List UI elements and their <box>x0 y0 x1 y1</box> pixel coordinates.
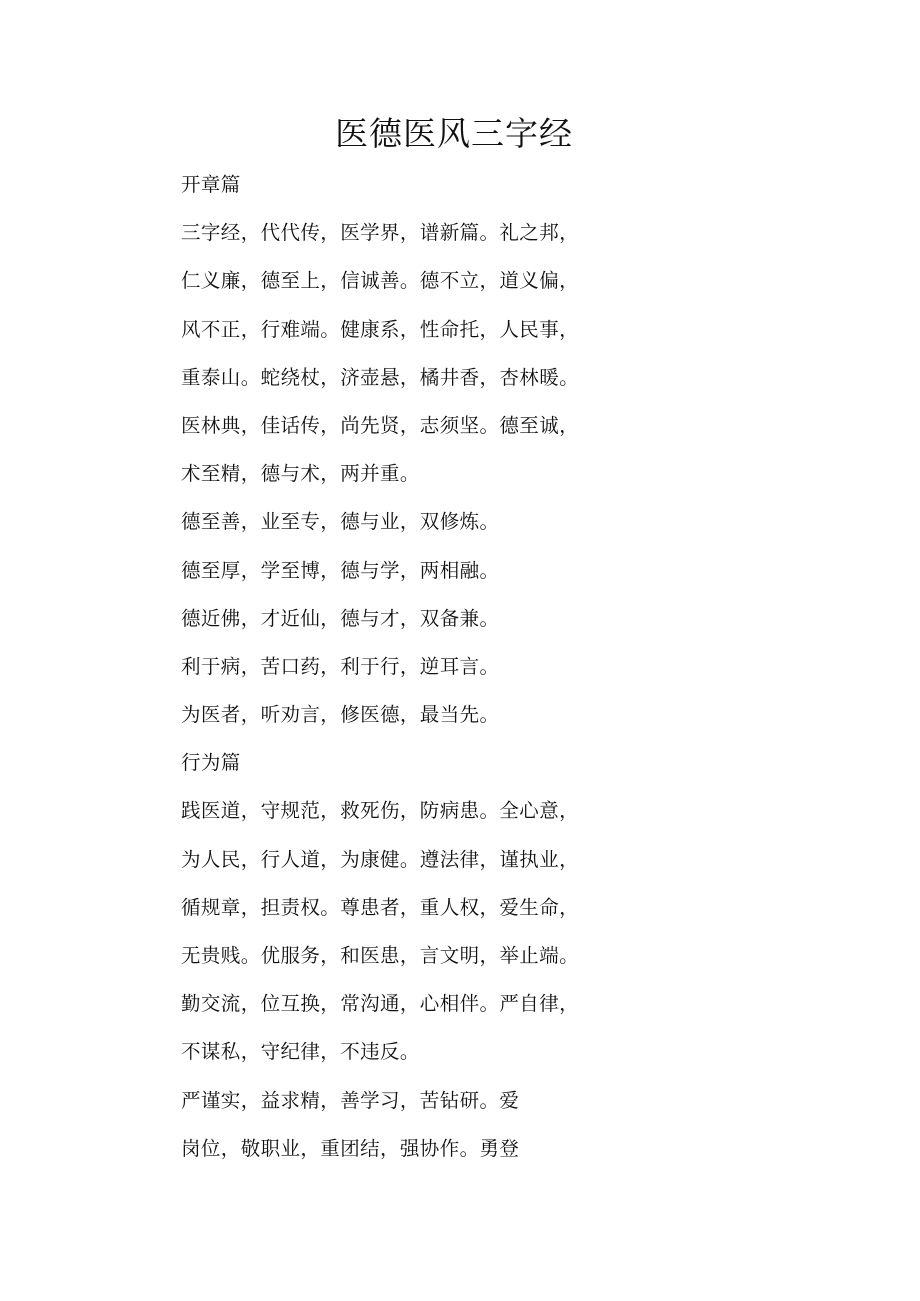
text-line: 仁义廉，德至上，信诚善。德不立，道义偏， <box>181 269 580 293</box>
text-line: 风不正，行难端。健康系，性命托，人民事， <box>181 317 580 341</box>
text-line: 三字经，代代传，医学界，谱新篇。礼之邦， <box>181 221 580 245</box>
text-line: 无贵贱。优服务，和医患，言文明，举止端。 <box>181 944 580 967</box>
page-title: 医德医风三字经 <box>335 114 573 153</box>
text-line: 医林典，佳话传，尚先贤，志须坚。德至诚， <box>181 413 580 437</box>
text-line: 利于病，苦口药，利于行，逆耳言。 <box>181 654 500 678</box>
text-line: 为医者，听劝言，修医德，最当先。 <box>181 703 500 727</box>
text-line: 德至厚，学至博，德与学，两相融。 <box>181 558 500 582</box>
text-line: 不谋私，守纪律，不违反。 <box>181 1040 420 1064</box>
text-line: 重泰山。蛇绕杖，济壶悬，橘井香，杏林暖。 <box>181 365 580 389</box>
text-line: 岗位，敬职业，重团结，强协作。勇登 <box>181 1136 520 1160</box>
document-body <box>181 161 621 1173</box>
text-line: 术至精，德与术，两并重。 <box>181 462 420 486</box>
text-line: 严谨实，益求精，善学习，苦钻研。爱 <box>181 1088 520 1112</box>
text-line: 践医道，守规范，救死伤，防病患。全心意， <box>181 799 580 823</box>
text-line: 循规章，担责权。尊患者，重人权，爱生命， <box>181 895 580 919</box>
section-heading-opening: 开章篇 <box>181 173 241 196</box>
text-line: 勤交流，位互换，常沟通，心相伴。严自律， <box>181 992 580 1016</box>
text-line: 德近佛，才近仙，德与才，双备兼。 <box>181 606 500 630</box>
text-line: 为人民，行人道，为康健。遵法律，谨执业， <box>181 847 580 871</box>
text-line: 德至善，业至专，德与业，双修炼。 <box>181 510 500 534</box>
section-heading-conduct: 行为篇 <box>181 751 241 775</box>
